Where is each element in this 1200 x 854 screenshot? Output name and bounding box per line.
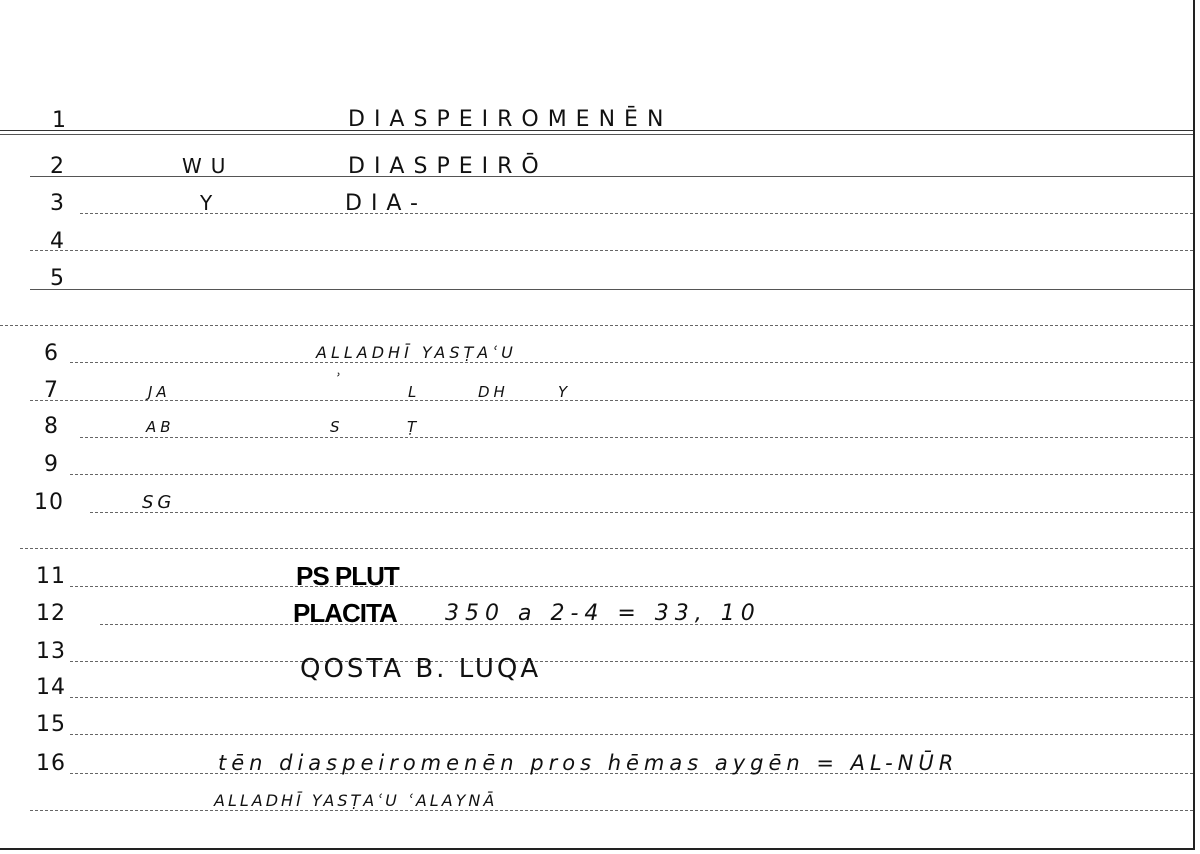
rule-line (70, 661, 1193, 662)
rule-line (30, 810, 1193, 811)
row-number: 13 (36, 639, 66, 664)
greek-headword: DIASPEIROMENĒN (348, 107, 673, 132)
greek-word: DIASPEIRŌ (348, 154, 548, 179)
arabic-translation: ALLADHĪ YASṬAʿU (316, 343, 517, 362)
row-number: 12 (36, 601, 66, 626)
arabic-translation-full: ALLADHĪ YASṬAʿU ʿALAYNĀ (214, 791, 498, 810)
rule-line (0, 134, 1193, 135)
row-number: 14 (36, 675, 66, 700)
root-letter: L (408, 383, 421, 401)
source-author: PS PLUT (296, 561, 399, 591)
rule-line (0, 325, 1193, 326)
root-letter: Ṭ (407, 418, 421, 436)
row-number: 8 (44, 414, 59, 439)
row-tag: AB (146, 418, 175, 436)
source-work: PLACITA (293, 598, 397, 628)
row-number: 2 (50, 154, 65, 179)
rule-line (80, 213, 1193, 214)
root-letter: DH (478, 383, 509, 401)
rule-line (90, 512, 1193, 513)
rule-line (30, 250, 1193, 251)
source-reference: 350 a 2-4 = 33, 10 (445, 601, 761, 626)
root-letter: Y (558, 383, 572, 401)
rule-line (30, 400, 1193, 401)
rule-line (70, 697, 1193, 698)
row-tag: JA (148, 383, 171, 401)
rule-line (80, 437, 1193, 438)
row-number: 16 (36, 751, 66, 776)
rule-line (70, 474, 1193, 475)
row-number: 5 (50, 266, 65, 291)
row-number: 9 (44, 452, 59, 477)
row-number: 10 (34, 490, 64, 515)
root-letter: S (330, 418, 344, 436)
row-number: 7 (44, 378, 59, 403)
rule-line (70, 362, 1193, 363)
row-number: 6 (44, 341, 59, 366)
greek-prefix: DIA- (345, 191, 427, 216)
row-tag: WU (182, 154, 235, 178)
rule-line (70, 586, 1193, 587)
rule-line (20, 548, 1193, 549)
row-number: 4 (50, 229, 65, 254)
root-letter: ʾ (335, 370, 344, 388)
row-number: 3 (50, 191, 65, 216)
row-number: 11 (36, 564, 66, 589)
row-tag: SG (142, 492, 176, 513)
row-tag: Y (200, 191, 222, 215)
translator-name: QOSTA B. LUQA (300, 654, 542, 684)
row-number: 1 (52, 108, 67, 133)
rule-line (70, 734, 1193, 735)
greek-transliteration: tēn diaspeiromenēn pros hēmas aygēn = AL-NŪR (218, 751, 959, 775)
row-number: 15 (36, 712, 66, 737)
rule-line (30, 289, 1193, 290)
